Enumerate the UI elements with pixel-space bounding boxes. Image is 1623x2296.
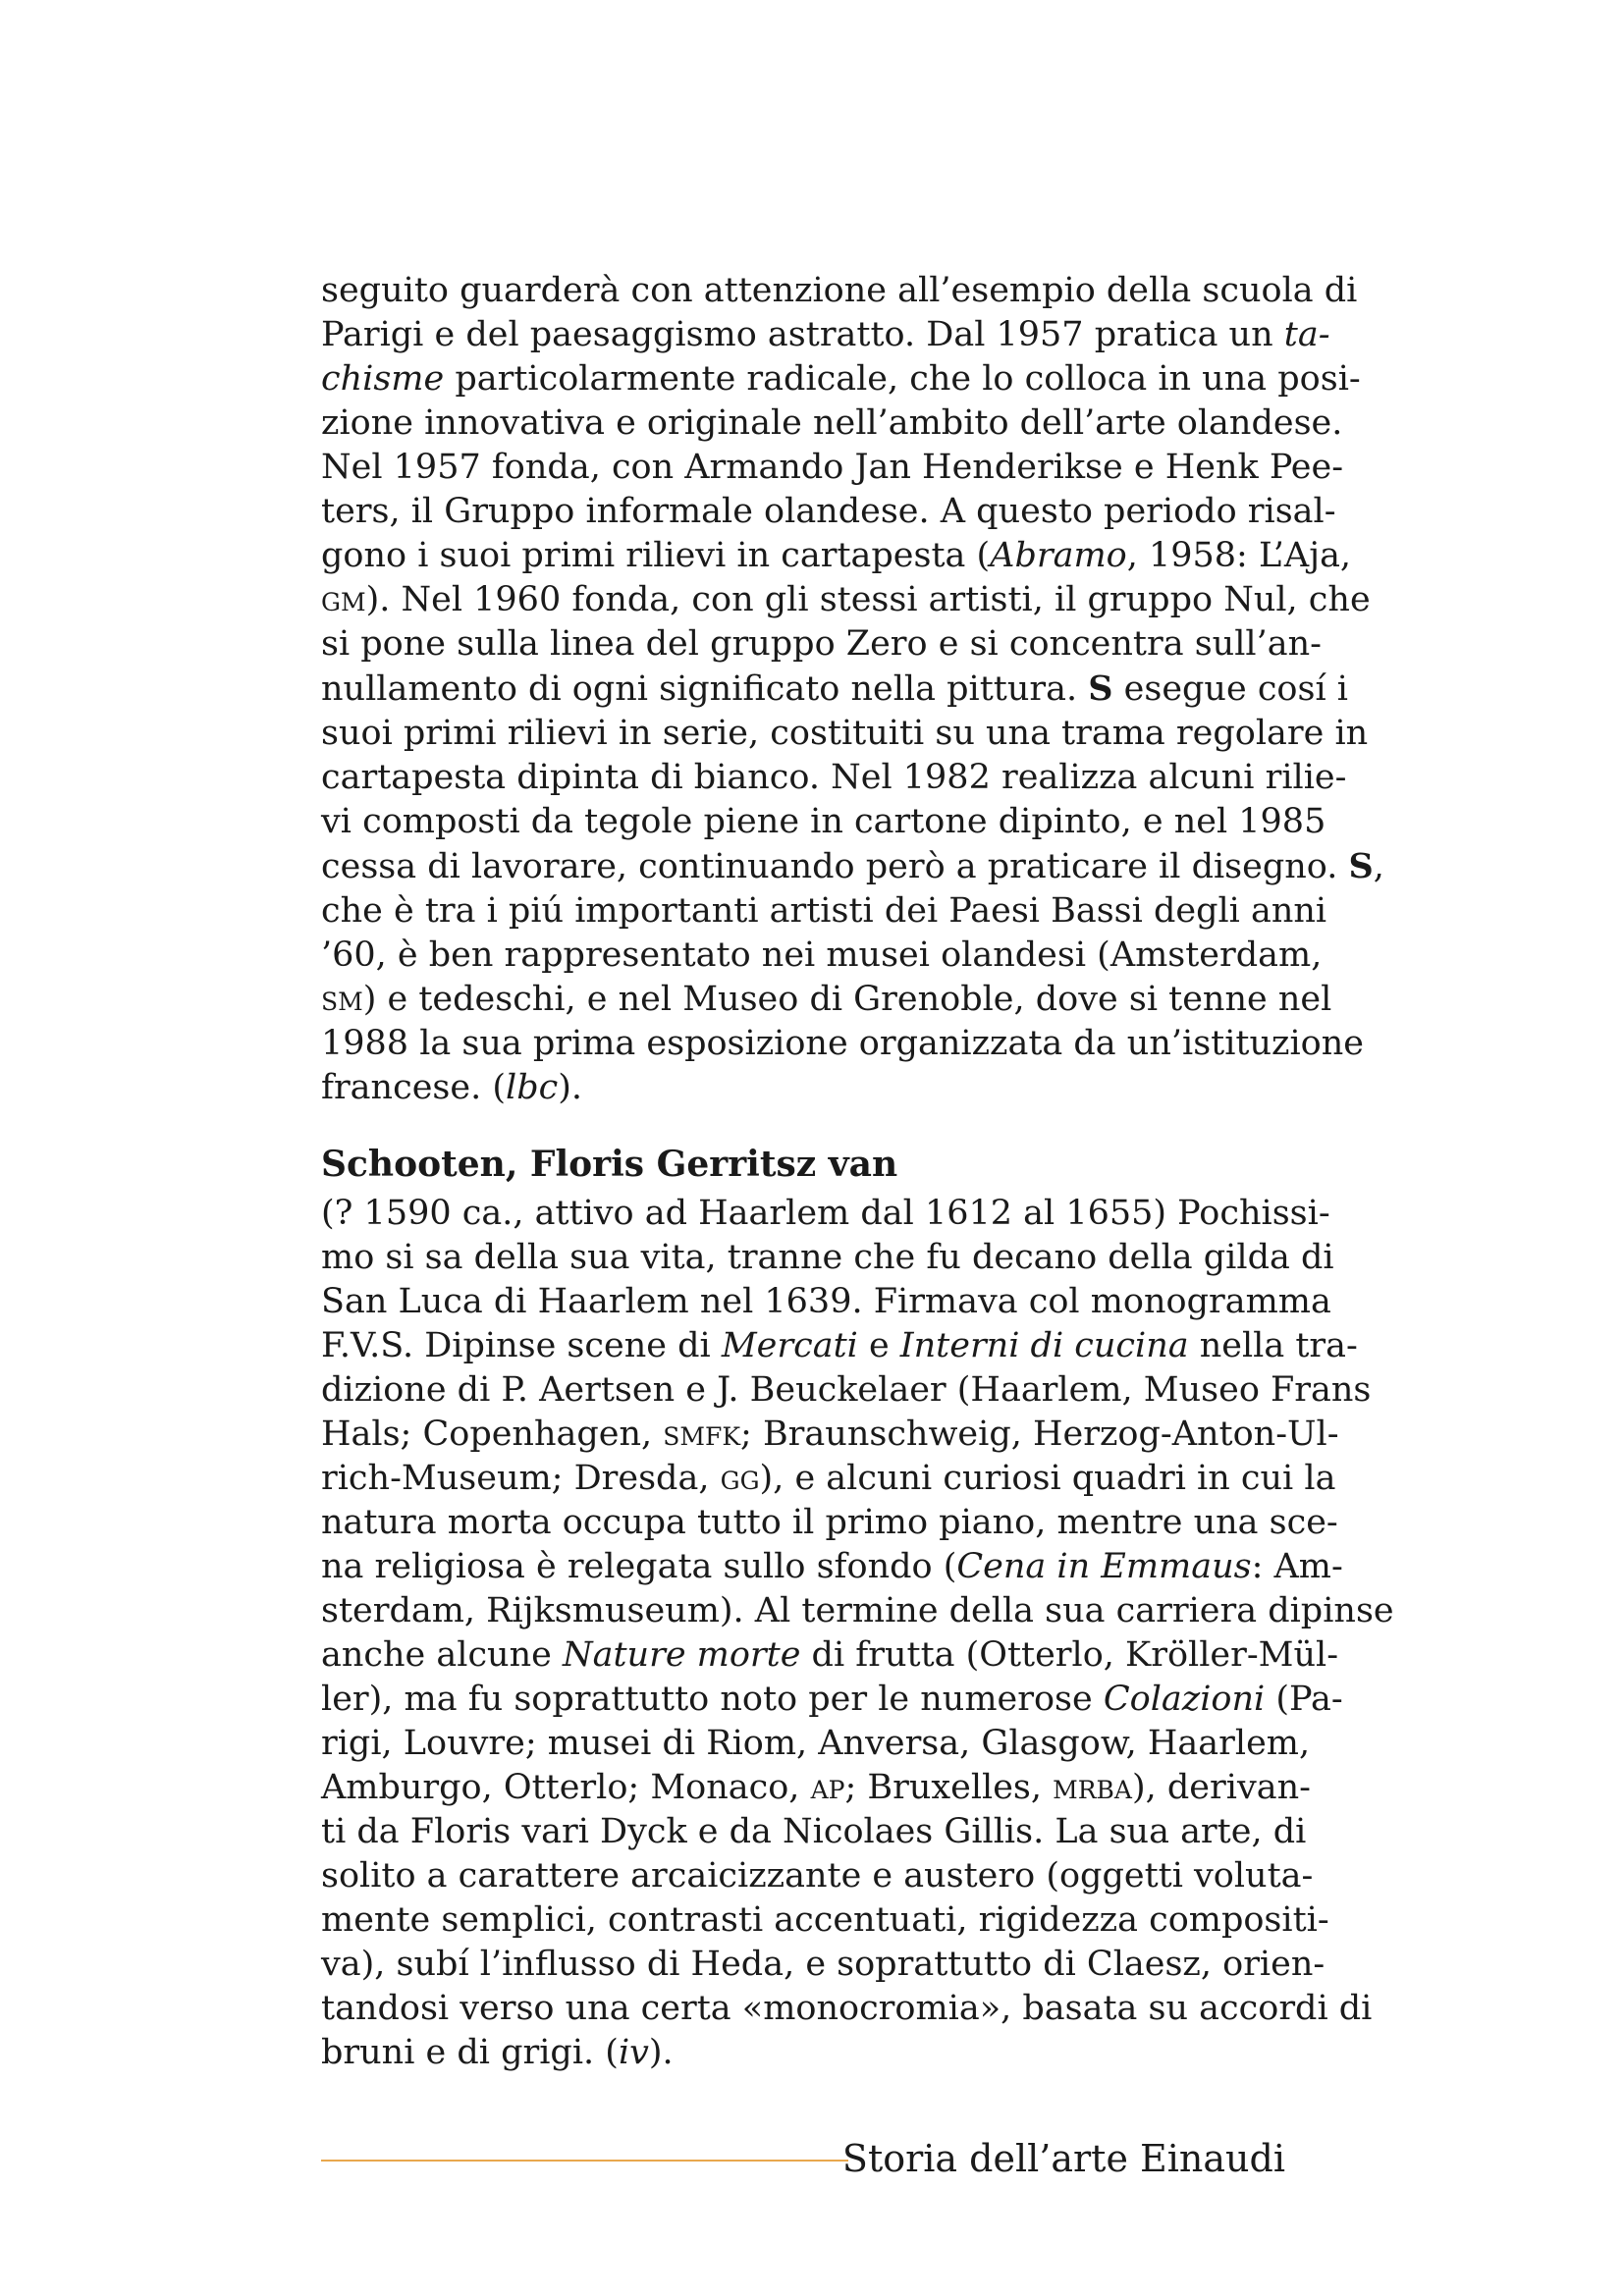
text-line: Amburgo, Otterlo; Monaco, ap; Bruxelles, mrba), derivan- (321, 1768, 1311, 1807)
text-line: sterdam, Rijksmuseum). Al termine della sua carriera dipinse (321, 1591, 1394, 1630)
footer-publisher: Storia dell’arte Einaudi (841, 2137, 1285, 2180)
text-line: tandosi verso una certa «monocromia», basata su accordi di (321, 1989, 1373, 2028)
text-line: mo si sa della sua vita, tranne che fu decano della gilda di (321, 1238, 1334, 1277)
text-line: zione innovativa e originale nell’ambito dell’arte olandese. (321, 403, 1343, 443)
text-line: Hals; Copenhagen, smfk; Braunschweig, Herzog-Anton-Ul- (321, 1415, 1339, 1454)
text-line: rich-Museum; Dresda, gg), e alcuni curiosi quadri in cui la (321, 1459, 1336, 1498)
text-line: (? 1590 ca., attivo ad Haarlem dal 1612 al 1655) Pochissi- (321, 1194, 1330, 1233)
text-line: sm) e tedeschi, e nel Museo di Grenoble, dove si tenne nel (321, 980, 1332, 1019)
text-line: natura morta occupa tutto il primo piano, mentre una sce- (321, 1503, 1338, 1542)
text-line: ti da Floris vari Dyck e da Nicolaes Gillis. La sua arte, di (321, 1812, 1307, 1851)
text-line: francese. (lbc). (321, 1068, 582, 1107)
text-line: San Luca di Haarlem nel 1639. Firmava col monogramma (321, 1282, 1331, 1321)
text-line: suoi primi rilievi in serie, costituiti su una trama regolare in (321, 714, 1369, 753)
entry-body (321, 1192, 1394, 2075)
text-line: si pone sulla linea del gruppo Zero e si concentra sull’an- (321, 624, 1322, 664)
text-line: cessa di lavorare, continuando però a praticare il disegno. S, (321, 846, 1384, 886)
entry-body-continued (321, 269, 1384, 1110)
text-line: solito a carattere arcaicizzante e austero (oggetti voluta- (321, 1856, 1314, 1896)
text-line: bruni e di grigi. (iv). (321, 2033, 674, 2072)
text-line: nullamento di ogni significato nella pittura. S esegue cosí i (321, 668, 1348, 709)
text-line: mente semplici, contrasti accentuati, rigidezza compositi- (321, 1900, 1329, 1940)
text-line: cartapesta dipinta di bianco. Nel 1982 realizza alcuni rilie- (321, 758, 1347, 797)
text-line: ters, il Gruppo informale olandese. A questo periodo risal- (321, 492, 1336, 531)
entry-heading: Schooten, Floris Gerritsz van (321, 1144, 898, 1185)
text-line: ler), ma fu soprattutto noto per le numerose Colazioni (Pa- (321, 1680, 1343, 1719)
text-line: gm). Nel 1960 fonda, con gli stessi artisti, il gruppo Nul, che (321, 580, 1371, 619)
text-line: seguito guarderà con attenzione all’esempio della scuola di (321, 271, 1358, 310)
text-line: ’60, è ben rappresentato nei musei olandesi (Amsterdam, (321, 935, 1323, 975)
text-line: Parigi e del paesaggismo astratto. Dal 1957 pratica un ta- (321, 315, 1330, 354)
text-line: va), subí l’influsso di Heda, e soprattutto di Claesz, orien- (321, 1945, 1325, 1984)
text-line: F.V.S. Dipinse scene di Mercati e Interni di cucina nella tra- (321, 1326, 1358, 1365)
text-line: 1988 la sua prima esposizione organizzata da un’istituzione (321, 1024, 1364, 1063)
text-line: rigi, Louvre; musei di Riom, Anversa, Glasgow, Haarlem, (321, 1724, 1311, 1763)
page-body (321, 269, 1394, 2075)
text-line: gono i suoi primi rilievi in cartapesta (Abramo, 1958: L’Aja, (321, 536, 1352, 575)
text-line: Nel 1957 fonda, con Armando Jan Henderikse e Henk Pee- (321, 448, 1344, 487)
text-line: dizione di P. Aertsen e J. Beuckelaer (Haarlem, Museo Frans (321, 1370, 1372, 1410)
text-line: chisme particolarmente radicale, che lo colloca in una posi- (321, 359, 1361, 399)
text-line: anche alcune Nature morte di frutta (Otterlo, Kröller-Mül- (321, 1635, 1339, 1675)
text-line: na religiosa è relegata sullo sfondo (Cena in Emmaus: Am- (321, 1547, 1343, 1586)
text-line: che è tra i piú importanti artisti dei Paesi Bassi degli anni (321, 891, 1327, 931)
text-line: vi composti da tegole piene in cartone dipinto, e nel 1985 (321, 802, 1326, 841)
footer-divider (321, 2160, 848, 2162)
